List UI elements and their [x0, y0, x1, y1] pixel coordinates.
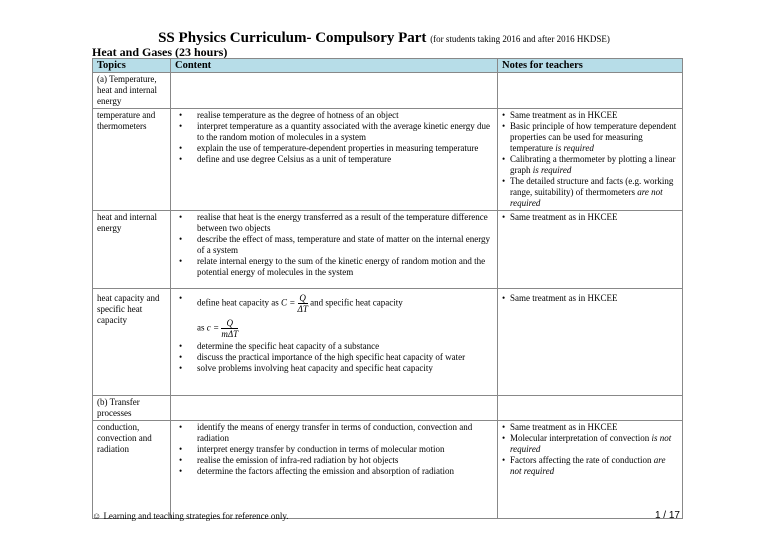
list-item: • Same treatment as in HKCEE [502, 110, 678, 121]
list-item: • Factors affecting the rate of conduction are not required [502, 455, 678, 477]
numerator: Q [221, 318, 238, 329]
table-row [93, 396, 683, 421]
denominator: mΔT [221, 329, 239, 339]
list-item: • discuss the practical importance of the high specific heat capacity of water [175, 352, 493, 363]
table-row [93, 73, 683, 109]
topic-cell: heat and internal energy [93, 211, 171, 289]
list-item: • solve problems involving heat capacity and specific heat capacity [175, 363, 493, 374]
formula: C = [280, 297, 296, 308]
list-item [175, 293, 493, 314]
list-item: • realise that heat is the energy transferred as a result of the temperature difference between two objects [175, 212, 493, 234]
formula-line [175, 314, 493, 341]
formula: c = [206, 322, 220, 333]
list-item: • identify the means of energy transfer in terms of conduction, convection and radiation [175, 422, 493, 444]
text: and specific heat capacity [310, 297, 403, 308]
list-item: • relate internal energy to the sum of the kinetic energy of random motion and the potential energy of molecules in the system [175, 256, 493, 278]
list-item: • determine the specific heat capacity of a substance [175, 341, 493, 352]
title-text: SS Physics Curriculum- Compulsory Part [158, 30, 427, 46]
title-note: (for students taking 2016 and after 2016 HKDSE) [430, 34, 610, 44]
list-item: • interpret temperature as a quantity associated with the average kinetic energy due to the random motion of molecules in a system [175, 121, 493, 143]
header-topics: Topics [93, 59, 171, 73]
list-item: • Same treatment as in HKCEE [502, 422, 678, 433]
table-header [93, 59, 683, 73]
table-row [93, 421, 683, 519]
table-row [93, 289, 683, 396]
fraction [298, 293, 308, 314]
topic-cell: (a) Temperature, heat and internal energy [93, 73, 171, 109]
fraction [221, 318, 238, 339]
table-row [93, 211, 683, 289]
list-item: • Same treatment as in HKCEE [502, 293, 678, 304]
topic-cell: (b) Transfer processes [93, 396, 171, 421]
text: define heat capacity as [197, 297, 279, 308]
list-item: • Calibrating a thermometer by plotting a linear graph is required [502, 154, 678, 176]
list-item: • describe the effect of mass, temperature and state of matter on the internal energy of a system [175, 234, 493, 256]
section-heading: Heat and Gases (23 hours) [92, 45, 228, 59]
list-item: • define and use degree Celsius as a unit of temperature [175, 154, 493, 165]
topic-cell: conduction, convection and radiation [93, 421, 171, 519]
page-number: 1 / 17 [654, 510, 680, 521]
list-item: • realise the emission of infra-red radiation by hot objects [175, 455, 493, 466]
topic-cell: temperature and thermometers [93, 109, 171, 211]
footer-note: ☺ Learning and teaching strategies for reference only. [92, 511, 289, 521]
table-row [93, 109, 683, 211]
list-item: • Basic principle of how temperature dependent properties can be used for measuring temperature is required [502, 121, 678, 154]
topic-cell: heat capacity and specific heat capacity [93, 289, 171, 396]
list-item: • The detailed structure and facts (e.g. working range, suitability) of thermometers are not required [502, 176, 678, 209]
list-item: • determine the factors affecting the emission and absorption of radiation [175, 466, 493, 477]
denominator: ΔT [297, 304, 308, 314]
list-item: • Same treatment as in HKCEE [502, 212, 678, 223]
list-item: • realise temperature as the degree of hotness of an object [175, 110, 493, 121]
list-item: • explain the use of temperature-dependent properties in measuring temperature [175, 143, 493, 154]
numerator: Q [299, 293, 306, 303]
list-item: • interpret energy transfer by conduction in terms of molecular motion [175, 444, 493, 455]
text: as [197, 322, 205, 333]
header-content: Content [171, 59, 498, 73]
curriculum-table [92, 58, 683, 519]
list-item: • Molecular interpretation of convection is not required [502, 433, 678, 455]
header-notes: Notes for teachers [498, 59, 683, 73]
